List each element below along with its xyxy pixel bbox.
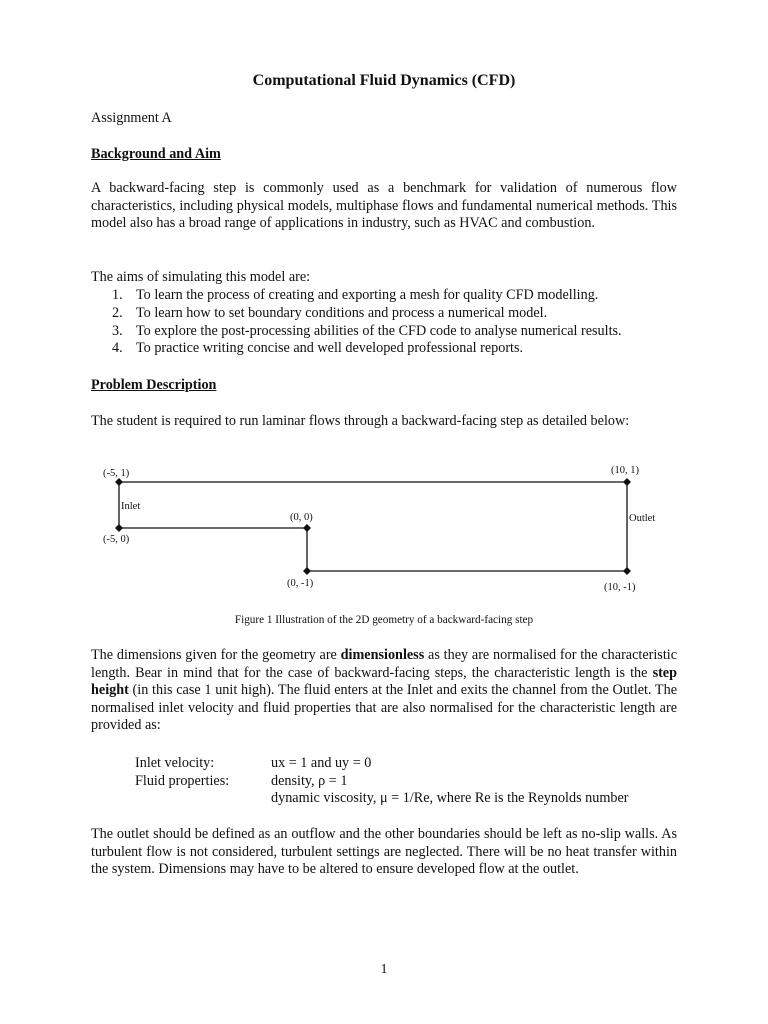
point-label: (0, -1) [287, 578, 314, 589]
vertex-marker [115, 478, 123, 486]
point-label: (10, -1) [604, 582, 636, 593]
density-value: density, ρ = 1 [271, 772, 348, 789]
aims-intro: The aims of simulating this model are: [91, 269, 311, 285]
vertex-marker [303, 524, 311, 532]
background-heading: Background and Aim [91, 146, 221, 162]
viscosity-value: dynamic viscosity, μ = 1/Re, where Re is the Reynolds number [271, 790, 629, 807]
backward-facing-step-figure [0, 455, 768, 605]
list-item: 3. To explore the post-processing abilities of the CFD code to analyse numerical results. [112, 322, 622, 339]
vertex-marker [303, 567, 311, 575]
point-label: (0, 0) [290, 512, 313, 523]
page-number: 1 [380, 962, 388, 977]
point-label: (-5, 1) [103, 468, 130, 479]
assignment-label: Assignment A [91, 110, 172, 126]
vertex-marker [115, 524, 123, 532]
geometry-outline [119, 482, 627, 571]
list-item: 1. To learn the process of creating and exporting a mesh for quality CFD modelling. [112, 287, 599, 303]
problem-heading: Problem Description [91, 377, 217, 393]
outlet-label: Outlet [629, 513, 656, 524]
velocity-label: Inlet velocity: [135, 755, 215, 771]
list-item: 4. To practice writing concise and well developed professional reports. [112, 340, 524, 357]
problem-intro: The student is required to run laminar flows through a backward-facing step as detailed below: [91, 413, 630, 429]
point-label: (10, 1) [611, 465, 639, 476]
outlet-paragraph: The outlet should be defined as an outflow and the other boundaries should be left as no-slip walls. As turbulent flow is not considered, turbulent settings are neglected. There will be no heat transfer within the system. Dimensions may have to be altered to ensure developed flow at the outlet. [91, 826, 677, 878]
vertex-marker [623, 567, 631, 575]
background-paragraph: A backward-facing step is commonly used as a benchmark for validation of numerous flow characteristics, including physical models, multiphase flows and fundamental numerical methods. This model also has a broad range of applications in industry, such as HVAC and combustion. [91, 180, 677, 232]
properties-block [135, 755, 629, 808]
dimensions-paragraph: The dimensions given for the geometry are dimensionless as they are normalised for the characteristic length. Bear in mind that for the case of backward-facing steps, the characteristic length is the step height (in this case 1 unit high). The fluid enters at the Inlet and exits the channel from the Outlet. The normalised inlet velocity and fluid properties that are also normalised for the characteristic length are provided as: [91, 647, 677, 734]
fluid-label: Fluid properties: [135, 772, 230, 789]
inlet-label: Inlet [121, 501, 141, 512]
figure-labels [103, 465, 655, 593]
point-label: (-5, 0) [103, 534, 130, 545]
aims-list [112, 287, 622, 358]
document-title: Computational Fluid Dynamics (CFD) [252, 72, 516, 89]
list-item: 2. To learn how to set boundary conditions and process a numerical model. [112, 304, 548, 321]
figure-caption: Figure 1 Illustration of the 2D geometry of a backward-facing step [234, 614, 534, 626]
vertex-marker [623, 478, 631, 486]
vertex-markers [115, 478, 631, 575]
velocity-value: ux = 1 and uy = 0 [271, 755, 372, 771]
